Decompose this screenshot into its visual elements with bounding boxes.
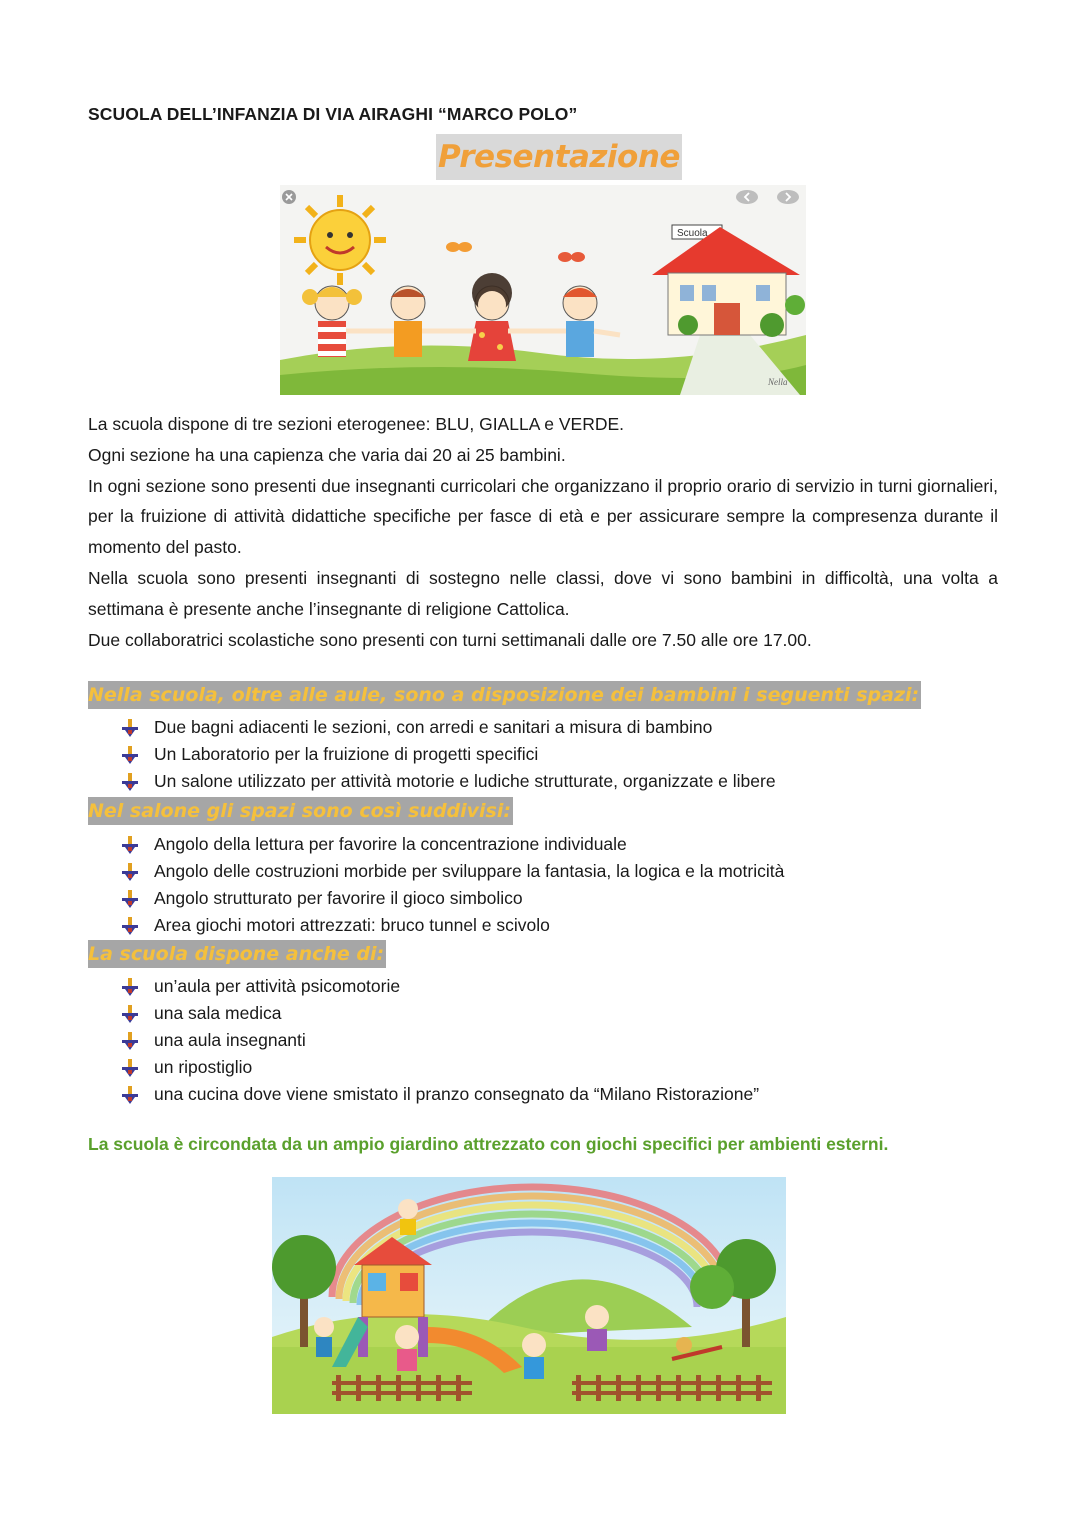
playground-svg: [272, 1177, 786, 1414]
list-item: [120, 768, 776, 795]
playground-illustration: [272, 1177, 786, 1414]
intro-line: Nella scuola sono presenti insegnanti di sostegno nelle classi, dove vi sono bambini in difficoltà, una volta a settimana è presente anche l’insegnante di religione Cattolica.: [88, 567, 998, 619]
list-item: [120, 741, 776, 768]
arrow-down-bullet-icon: [120, 718, 140, 738]
section-heading-spaces: Nella scuola, oltre alle aule, sono a disposizione dei bambini i seguenti spazi:: [88, 681, 921, 709]
list-item-text: un’aula per attività psicomotorie: [154, 976, 401, 996]
illustration-signature: Nella: [768, 377, 788, 387]
salone-list: [120, 831, 784, 939]
presentation-title: Presentazione: [438, 139, 680, 175]
list-item: [120, 973, 759, 1000]
intro-line: La scuola dispone di tre sezioni eterogenee: BLU, GIALLA e VERDE.: [88, 414, 625, 434]
garden-note: La scuola è circondata da un ampio giardino attrezzato con giochi specifici per ambienti esterni.: [88, 1134, 889, 1154]
list-item-text: una aula insegnanti: [154, 1030, 306, 1050]
extra-rooms-list: [120, 973, 759, 1108]
list-item: [120, 858, 784, 885]
list-item-text: una cucina dove viene smistato il pranzo consegnato da “Milano Ristorazione”: [154, 1084, 760, 1104]
list-item: [120, 831, 784, 858]
children-school-svg: [280, 185, 806, 395]
list-item-text: Angolo delle costruzioni morbide per sviluppare la fantasia, la logica e la motricità: [154, 861, 785, 881]
list-item: [120, 912, 784, 939]
list-item: [120, 1000, 759, 1027]
list-item: [120, 1054, 759, 1081]
list-item-text: Un Laboratorio per la fruizione di progetti specifici: [154, 744, 539, 764]
list-item-text: Area giochi motori attrezzati: bruco tunnel e scivolo: [154, 915, 550, 935]
list-item-text: Angolo strutturato per favorire il gioco simbolico: [154, 888, 523, 908]
intro-line: Ogni sezione ha una capienza che varia dai 20 ai 25 bambini.: [88, 444, 566, 465]
spaces-list: [120, 714, 776, 795]
arrow-down-bullet-icon: [120, 1004, 140, 1024]
next-arrow-icon[interactable]: [777, 190, 799, 204]
presentation-title-box: [436, 134, 682, 180]
list-item-text: Due bagni adiacenti le sezioni, con arredi e sanitari a misura di bambino: [154, 717, 713, 737]
school-sign-text: Scuola: [677, 228, 708, 239]
list-item: [120, 714, 776, 741]
list-item-text: Un salone utilizzato per attività motorie e ludiche strutturate, organizzate e libere: [154, 771, 776, 791]
list-item-text: una sala medica: [154, 1003, 282, 1023]
arrow-down-bullet-icon: [120, 772, 140, 792]
list-item: [120, 1027, 759, 1054]
arrow-down-bullet-icon: [120, 1085, 140, 1105]
section-heading-extra: La scuola dispone anche di:: [88, 940, 386, 968]
arrow-down-bullet-icon: [120, 916, 140, 936]
prev-arrow-icon[interactable]: [736, 190, 758, 204]
list-item: [120, 1081, 759, 1108]
intro-line: Due collaboratrici scolastiche sono presenti con turni settimanali dalle ore 7.50 alle ore 17.00.: [88, 629, 812, 650]
arrow-down-bullet-icon: [120, 889, 140, 909]
list-item-text: Angolo della lettura per favorire la concentrazione individuale: [154, 834, 627, 854]
list-item: [120, 885, 784, 912]
school-title: SCUOLA DELL’INFANZIA DI VIA AIRAGHI “MARCO POLO”: [88, 104, 578, 124]
arrow-down-bullet-icon: [120, 1031, 140, 1051]
intro-paragraph: [88, 409, 998, 655]
arrow-down-bullet-icon: [120, 977, 140, 997]
intro-line: In ogni sezione sono presenti due insegnanti curricolari che organizzano il proprio orario di servizio in turni giornalieri, per la fruizione di attività didattiche specifiche per fasce di età e per assicurare sempre la compresenza durante il momento del pasto.: [88, 475, 998, 558]
section-heading-salone: Nel salone gli spazi sono così suddivisi:: [88, 797, 513, 825]
arrow-down-bullet-icon: [120, 745, 140, 765]
arrow-down-bullet-icon: [120, 835, 140, 855]
arrow-down-bullet-icon: [120, 862, 140, 882]
children-school-illustration: [280, 185, 806, 395]
list-item-text: un ripostiglio: [154, 1057, 253, 1077]
arrow-down-bullet-icon: [120, 1058, 140, 1078]
